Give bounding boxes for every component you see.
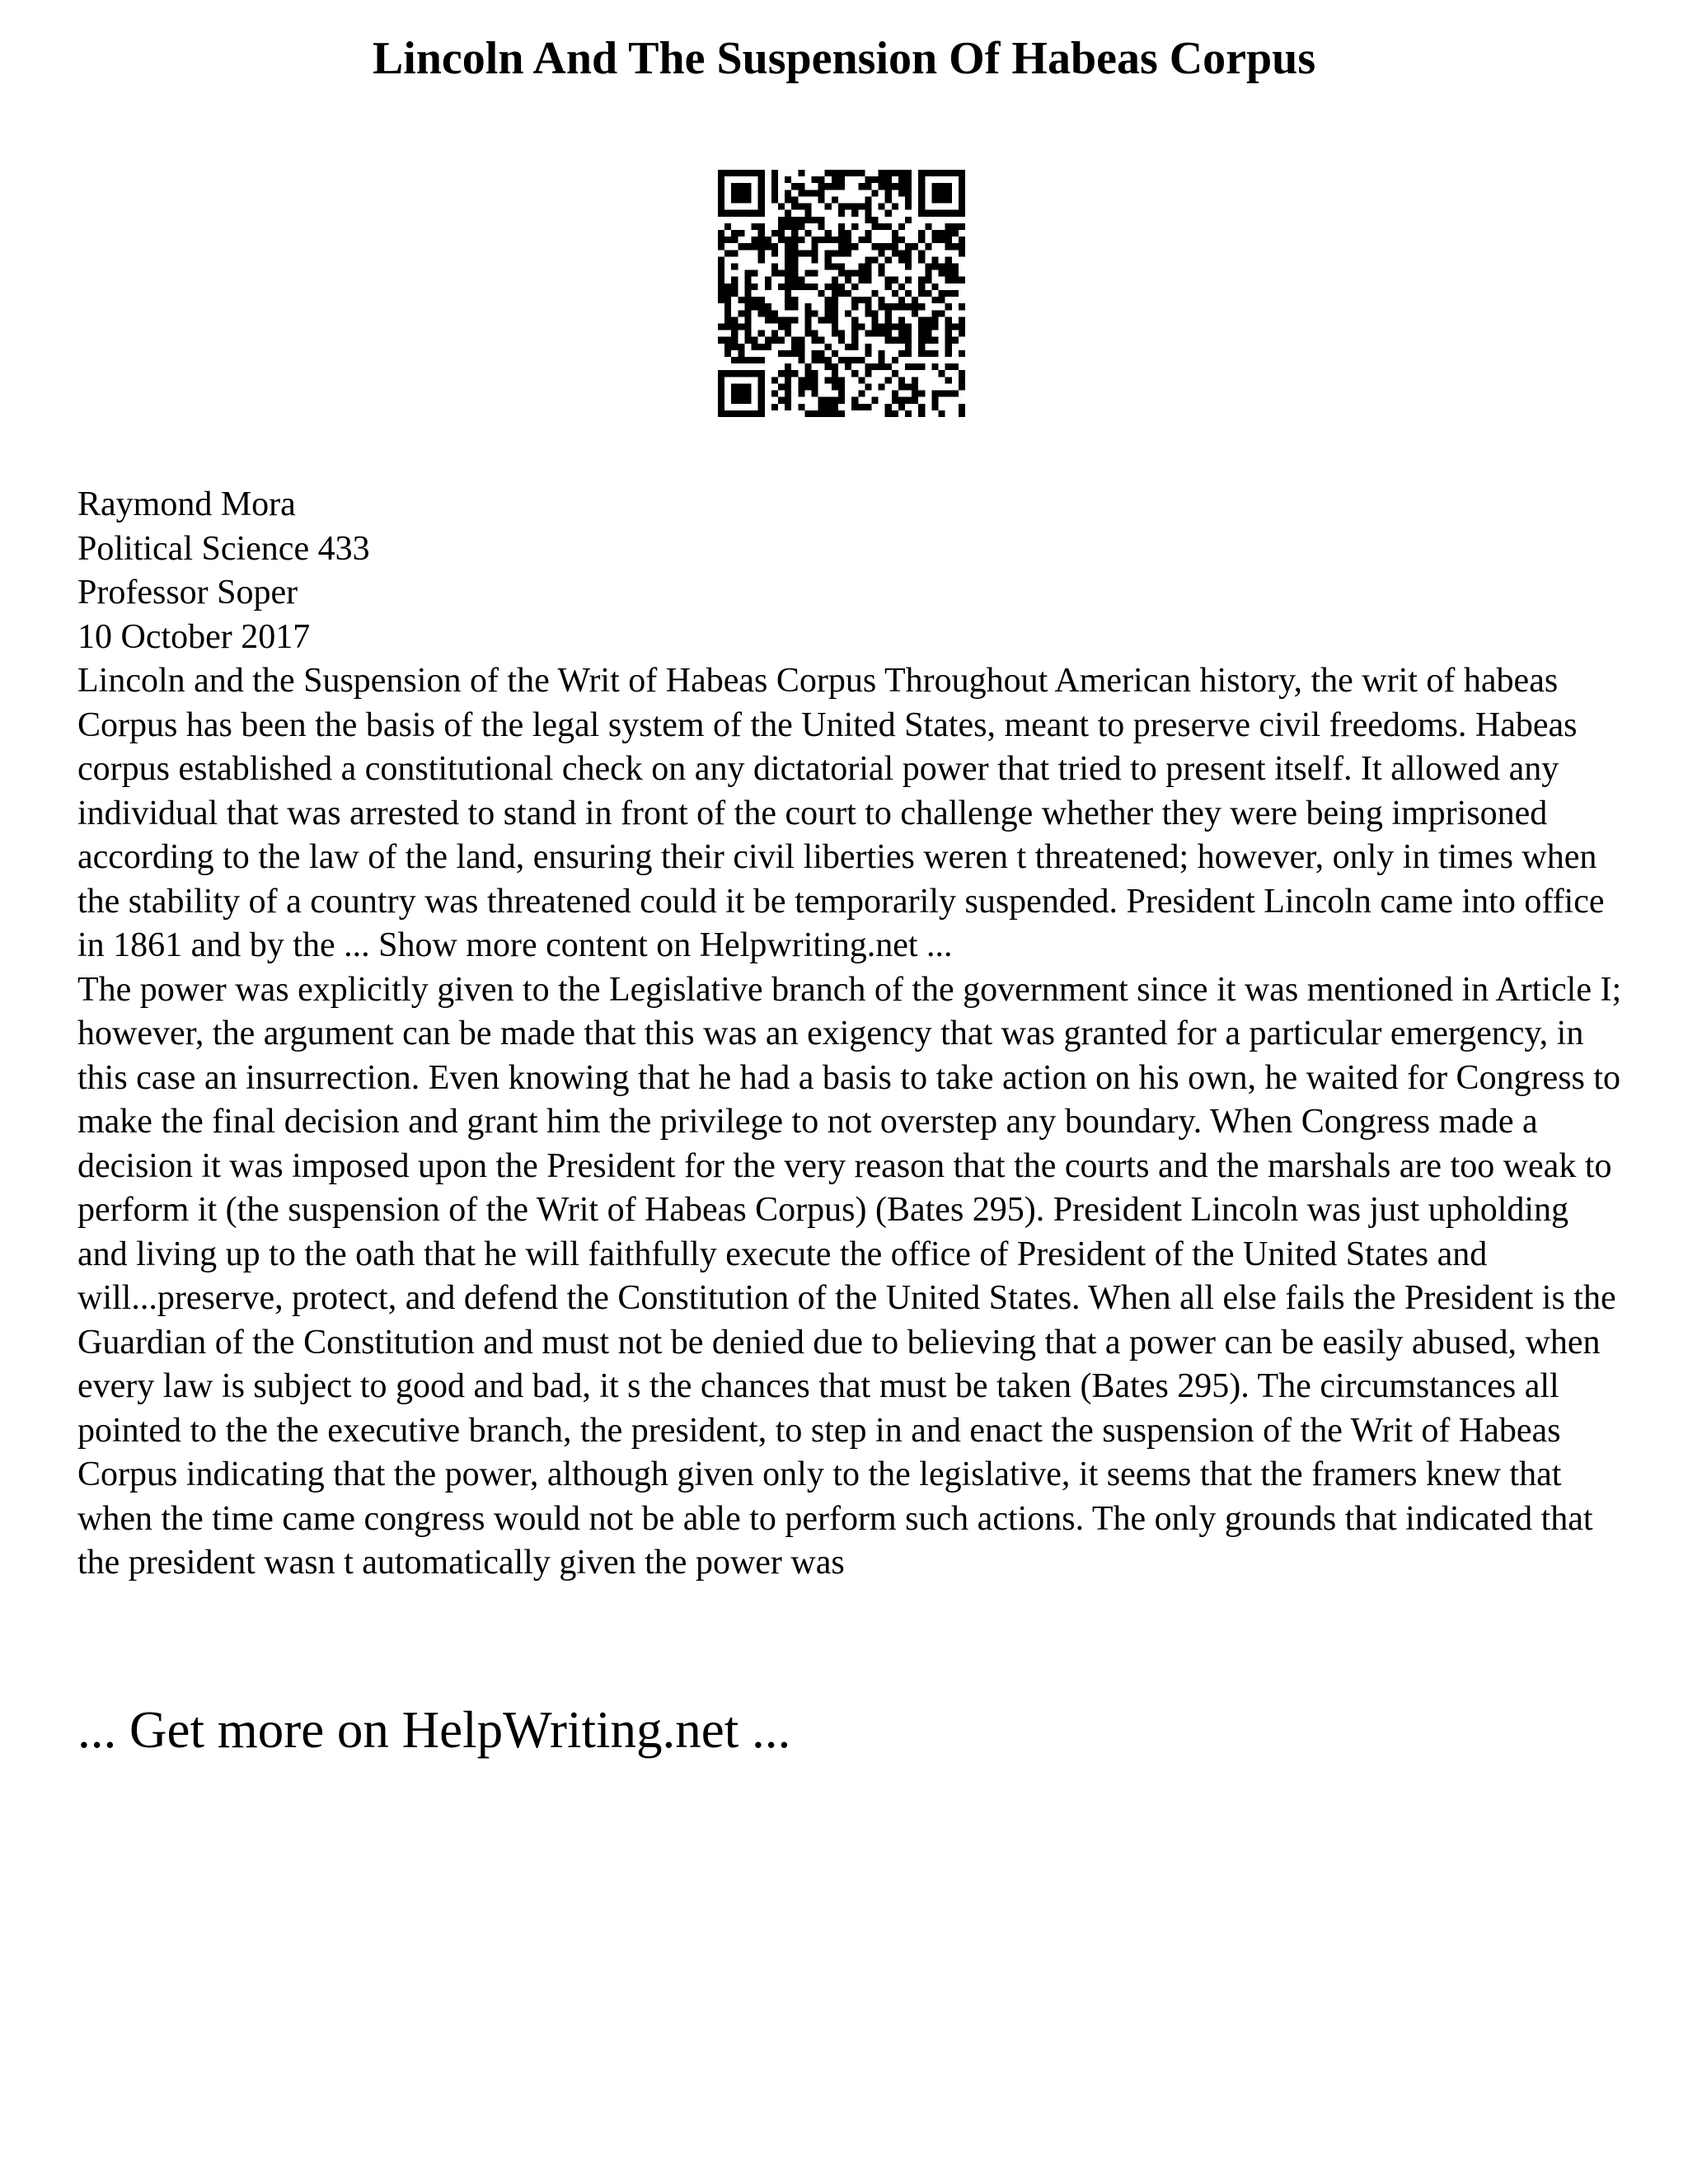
document-date: 10 October 2017	[77, 617, 311, 656]
author-name: Raymond Mora	[77, 485, 296, 523]
body-paragraph-1: Lincoln and the Suspension of the Writ of Habeas Corpus Throughout American history, the writ of habeas Corpus has been the basis of the legal system of the United States, meant to preserve civil freedoms. Habeas corpus established a constitutional check on any dictatorial power that tried to present itself. It allowed any individual that was arrested to stand in front of the court to challenge whether they were being imprisoned according to the law of the land, ensuring their civil liberties weren t threatened; however, only in times when the stability of a country was threatened could it be temporarily suspended. President Lincoln came into office in 1861 and by the ... Show more content on Helpwriting.net ...	[77, 662, 1605, 964]
qr-code-icon	[718, 170, 965, 417]
professor-name: Professor Soper	[77, 574, 298, 612]
page-title: Lincoln And The Suspension Of Habeas Corpus	[372, 33, 1316, 84]
get-more-link[interactable]: ... Get more on HelpWriting.net ...	[77, 1701, 791, 1759]
course-name: Political Science 433	[77, 529, 370, 568]
body-paragraph-2: The power was explicitly given to the Legislative branch of the government since it was mentioned in Article I; however, the argument can be made that this was an exigency that was granted for a particular emergency, in this case an insurrection. Even knowing that he had a basis to take action on his own, he waited for Congress to make the final decision and grant him the privilege to not overstep any boundary. When Congress made a decision it was imposed upon the President for the very reason that the courts and the marshals are too weak to perform it (the suspension of the Writ of Habeas Corpus) (Bates 295). President Lincoln was just upholding and living up to the oath that he will faithfully execute the office of President of the United States and will...preserve, protect, and defend the Constitution of the United States. When all else fails the President is the Guardian of the Constitution and must not be denied due to believing that a power can be easily abused, when every law is subject to good and bad, it s the chances that must be taken (Bates 295). The circumstances all pointed to the the executive branch, the president, to step in and enact the suspension of the Writ of Habeas Corpus indicating that the power, although given only to the legislative, it seems that the framers knew that when the time came congress would not be able to perform such actions. The only grounds that indicated that the president wasn t automatically given the power was	[77, 970, 1622, 1582]
document-body	[77, 483, 1627, 1586]
